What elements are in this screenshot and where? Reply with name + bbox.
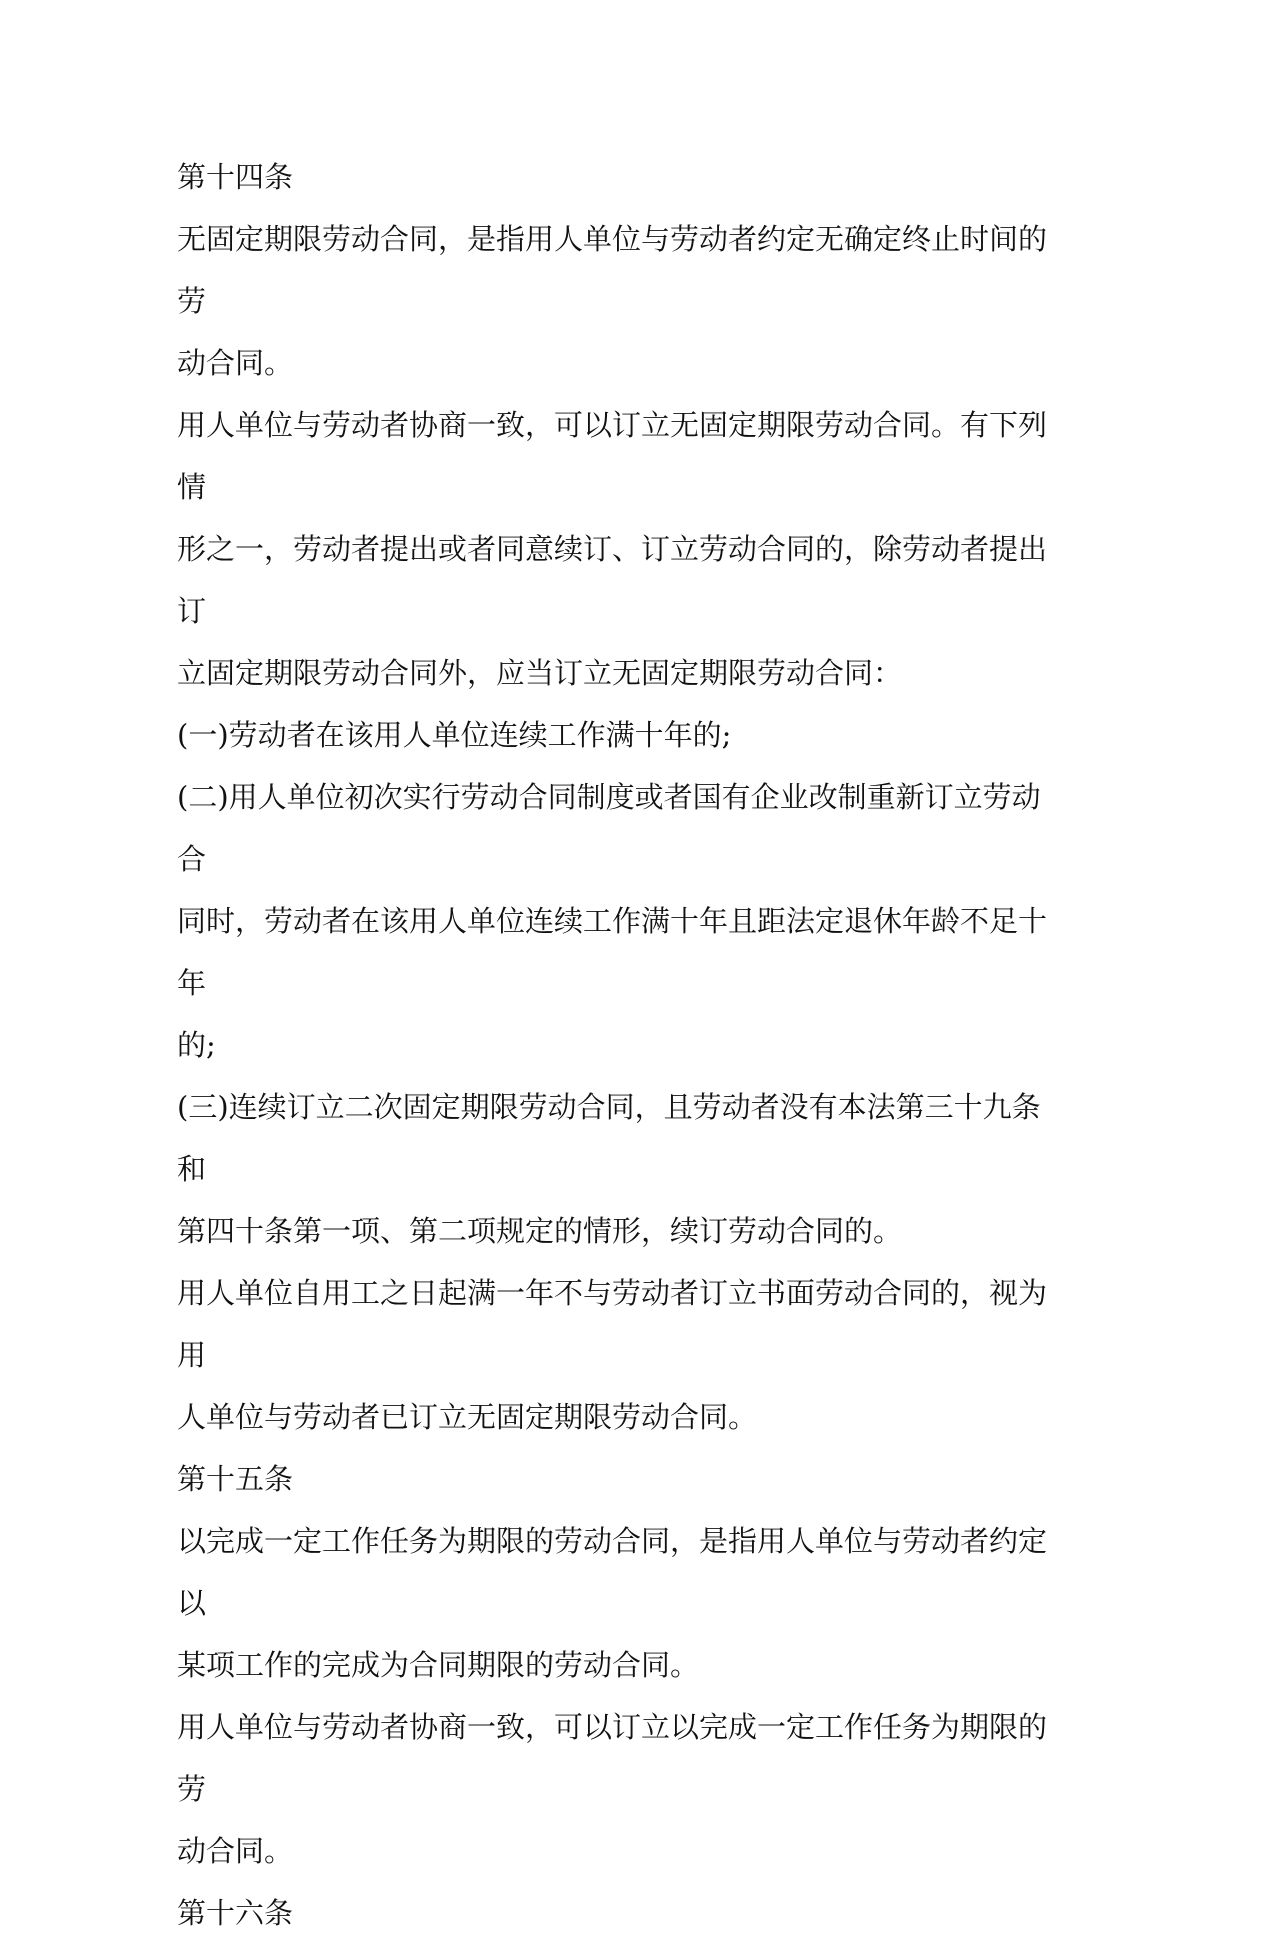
text-line: 无固定期限劳动合同，是指用人单位与劳动者约定无确定终止时间的劳 — [177, 222, 1048, 318]
text-line: 动合同。 — [177, 1834, 294, 1868]
article-heading-14: 第十四条 — [177, 160, 294, 194]
text-line: 同时，劳动者在该用人单位连续工作满十年且距法定退休年龄不足十年 — [177, 904, 1048, 1000]
text-line: 用人单位与劳动者协商一致，可以订立以完成一定工作任务为期限的劳 — [177, 1710, 1048, 1806]
text-line: 人单位与劳动者已订立无固定期限劳动合同。 — [177, 1400, 758, 1434]
document-body — [177, 146, 1067, 1944]
text-line: 以完成一定工作任务为期限的劳动合同，是指用人单位与劳动者约定以 — [177, 1524, 1048, 1620]
article-heading-16: 第十六条 — [177, 1896, 294, 1930]
text-line: 用人单位自用工之日起满一年不与劳动者订立书面劳动合同的，视为用 — [177, 1276, 1048, 1372]
list-item-2: (二)用人单位初次实行劳动合同制度或者国有企业改制重新订立劳动合 — [177, 780, 1041, 876]
text-line: 某项工作的完成为合同期限的劳动合同。 — [177, 1648, 700, 1682]
text-line: 形之一，劳动者提出或者同意续订、订立劳动合同的，除劳动者提出订 — [177, 532, 1048, 628]
text-line: 用人单位与劳动者协商一致，可以订立无固定期限劳动合同。有下列情 — [177, 408, 1048, 504]
text-line: 立固定期限劳动合同外，应当订立无固定期限劳动合同： — [177, 656, 903, 690]
text-line: 第四十条第一项、第二项规定的情形，续订劳动合同的。 — [177, 1214, 903, 1248]
text-line: 动合同。 — [177, 346, 294, 380]
text-line: 的; — [177, 1028, 216, 1062]
list-item-1: (一)劳动者在该用人单位连续工作满十年的; — [177, 718, 732, 752]
article-heading-15: 第十五条 — [177, 1462, 294, 1496]
list-item-3: (三)连续订立二次固定期限劳动合同，且劳动者没有本法第三十九条和 — [177, 1090, 1041, 1186]
